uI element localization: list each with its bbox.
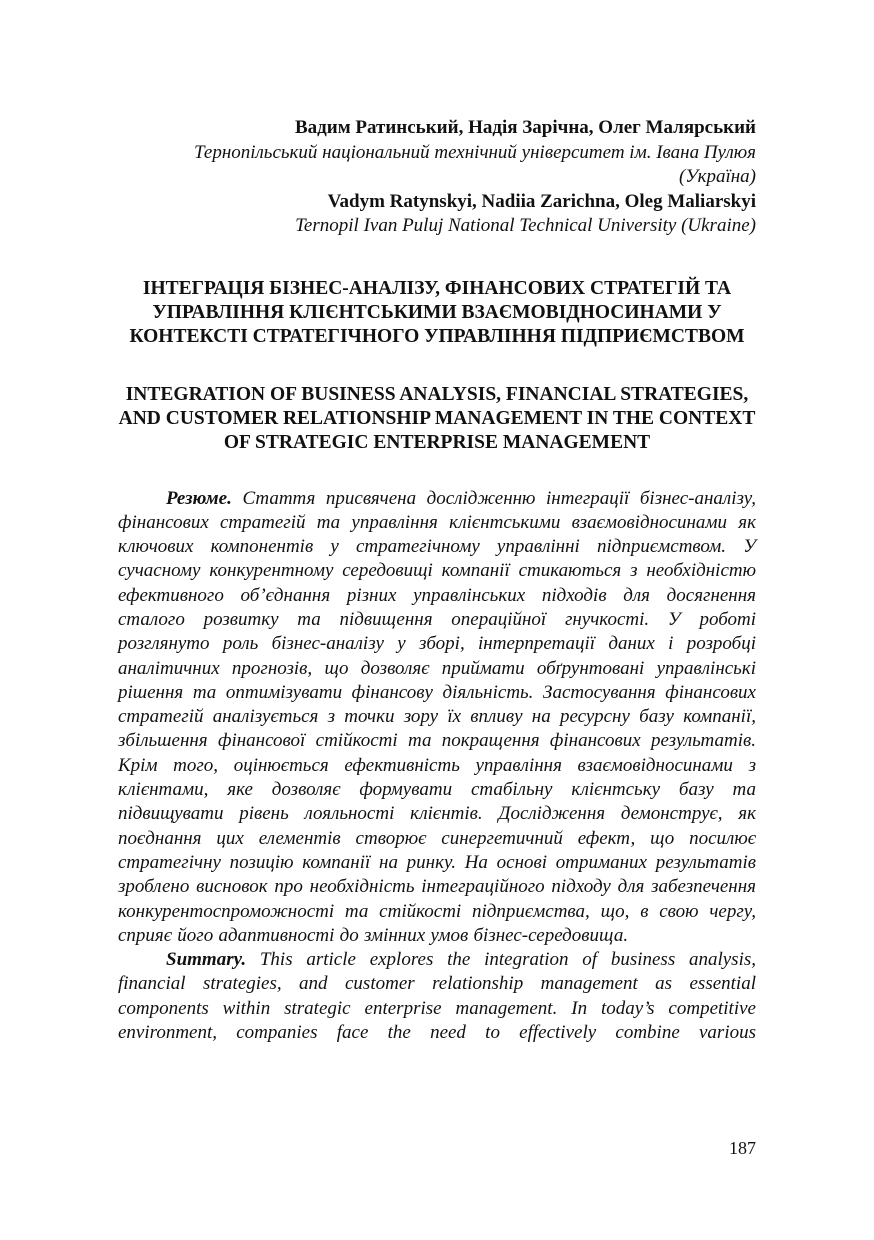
affiliation-en: Ternopil Ivan Puluj National Technical University (Ukraine) <box>295 215 756 236</box>
page-content <box>118 116 756 1045</box>
page-number: 187 <box>729 1138 756 1158</box>
authors-ua: Вадим Ратинський, Надія Зарічна, Олег Малярський <box>294 117 756 138</box>
summary-en <box>118 948 756 1045</box>
authors-en: Vadym Ratynskyi, Nadiia Zarichna, Oleg Maliarskyi <box>327 190 756 212</box>
summary-text: This article explores the integration of business analysis, financial strategies, and customer relationship management as essential components within strategic enterprise management. In today’s competitive environment, companies face the need to effectively combine various <box>118 949 757 1044</box>
abstract-label: Резюме. <box>166 487 232 509</box>
affiliation-ua: Тернопільський національний технічний університет ім. Івана Пулюя (Україна) <box>194 141 756 187</box>
title-ua: ІНТЕГРАЦІЯ БІЗНЕС-АНАЛІЗУ, ФІНАНСОВИХ СТРАТЕГІЙ ТА УПРАВЛІННЯ КЛІЄНТСЬКИМИ ВЗАЄМОВІДНОСИНАМИ У КОНТЕКСТІ СТРАТЕГІЧНОГО УПРАВЛІННЯ ПІДПРИЄМСТВОМ <box>129 277 745 347</box>
abstract-ua <box>118 487 756 949</box>
abstract-text: Стаття присвячена дослідженню інтеграції бізнес-аналізу, фінансових стратегій та управління клієнтськими взаємовідносинами як ключових компонентів у стратегічному управлінні підприємством. У сучасному конкурентному середовищі компанії стикаються з необхідністю ефективного об’єднання різних управлінських підходів для досягнення сталого розвитку та підвищення операційної гнучкості. У роботі розглянуто роль бізнес-аналізу у зборі, інтерпретації даних і розробці аналітичних прогнозів, що дозволяє приймати обґрунтовані управлінські рішення та оптимізувати фінансову діяльність. Застосування фінансових стратегій аналізується з точки зору їх впливу на ресурсну базу компанії, збільшення фінансової стійкості та покращення фінансових результатів. Крім того, оцінюється ефективність управління взаємовідносинами з клієнтами, яке дозволяє формувати стабільну клієнтську базу та підвищувати рівень лояльності клієнтів. Дослідження демонструє, як поєднання цих елементів створює синергетичний ефект, що посилює стратегічну позицію компанії на ринку. На основі отриманих результатів зроблено висновок про необхідність інтеграційного підходу для забезпечення конкурентоспроможності та стійкості підприємства, що, в свою чергу, сприяє його адаптивності до змінних умов бізнес-середовища. <box>118 487 757 946</box>
summary-label: Summary. <box>166 949 247 971</box>
title-en: INTEGRATION OF BUSINESS ANALYSIS, FINANCIAL STRATEGIES, AND CUSTOMER RELATIONSHIP MANAGEMENT IN THE CONTEXT OF STRATEGIC ENTERPRISE MANAGEMENT <box>118 383 756 453</box>
authors-block <box>118 116 756 239</box>
